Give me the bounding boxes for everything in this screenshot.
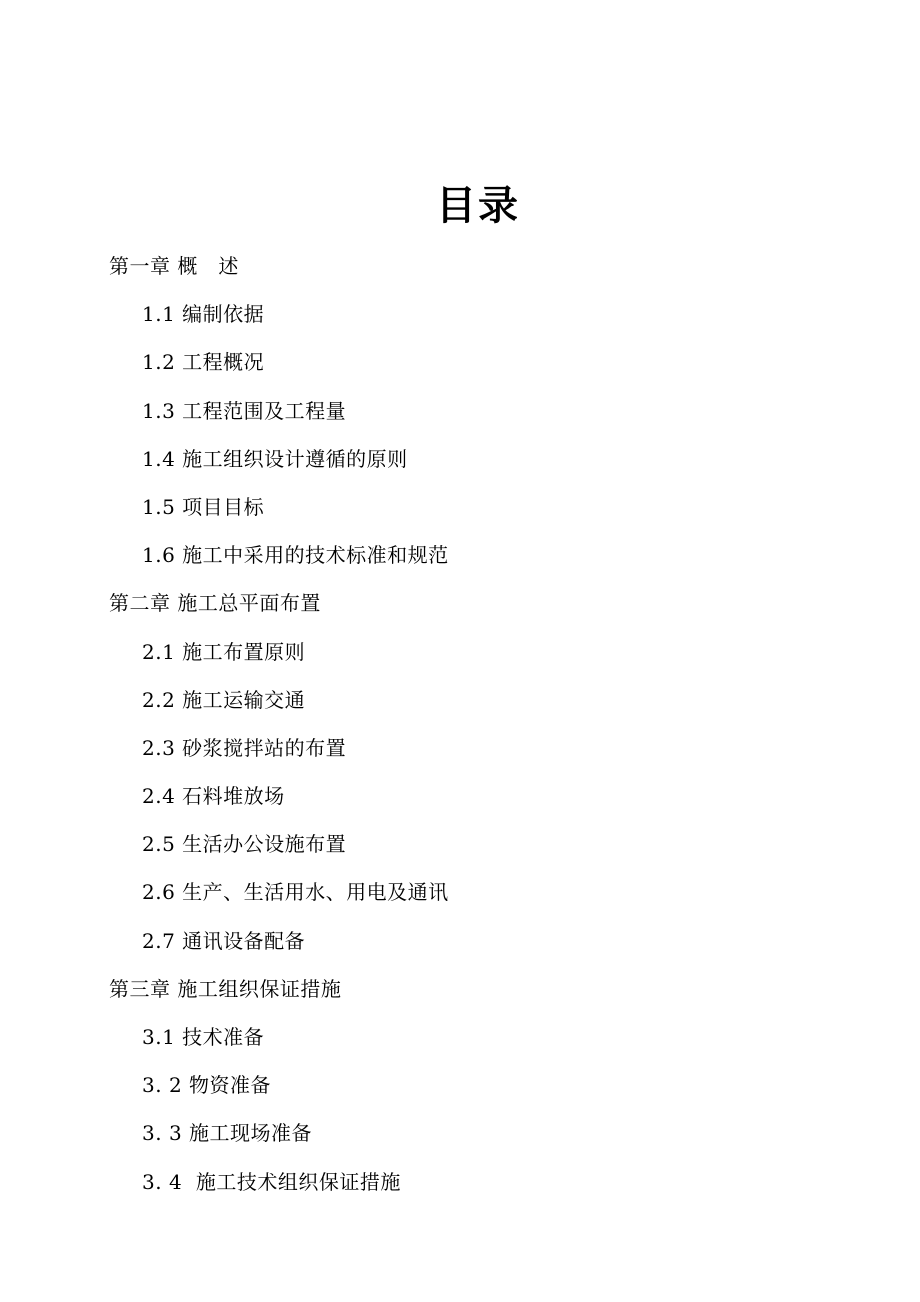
- toc-title: 目录: [436, 183, 520, 229]
- toc-section-2-2: 2.2 施工运输交通: [142, 687, 306, 712]
- toc-section-1-1: 1.1 编制依据: [142, 302, 265, 327]
- toc-section-2-5: 2.5 生活办公设施布置: [142, 832, 347, 857]
- toc-section-3-2: 3. 2 物资准备: [142, 1073, 272, 1098]
- toc-section-3-3: 3. 3 施工现场准备: [142, 1121, 313, 1146]
- toc-chapter-2: 第二章 施工总平面布置: [109, 591, 321, 616]
- toc-section-1-6: 1.6 施工中采用的技术标准和规范: [142, 543, 449, 568]
- toc-section-2-4: 2.4 石料堆放场: [142, 784, 285, 809]
- toc-section-2-7: 2.7 通讯设备配备: [142, 928, 306, 953]
- toc-chapter-3: 第三章 施工组织保证措施: [109, 976, 342, 1001]
- toc-section-2-6: 2.6 生产、生活用水、用电及通讯: [142, 880, 449, 905]
- toc-section-1-4: 1.4 施工组织设计遵循的原则: [142, 446, 408, 471]
- toc-chapter-1: 第一章 概 述: [109, 254, 239, 278]
- toc-section-1-3: 1.3 工程范围及工程量: [142, 398, 347, 423]
- toc-list: [0, 242, 920, 1206]
- toc-section-2-3: 2.3 砂浆搅拌站的布置: [142, 735, 347, 760]
- toc-section-1-2: 1.2 工程概况: [142, 350, 265, 375]
- toc-section-2-1: 2.1 施工布置原则: [142, 639, 306, 664]
- toc-section-1-5: 1.5 项目目标: [142, 494, 265, 519]
- toc-section-3-4: 3. 4 施工技术组织保证措施: [142, 1169, 401, 1194]
- toc-section-3-1: 3.1 技术准备: [142, 1025, 265, 1049]
